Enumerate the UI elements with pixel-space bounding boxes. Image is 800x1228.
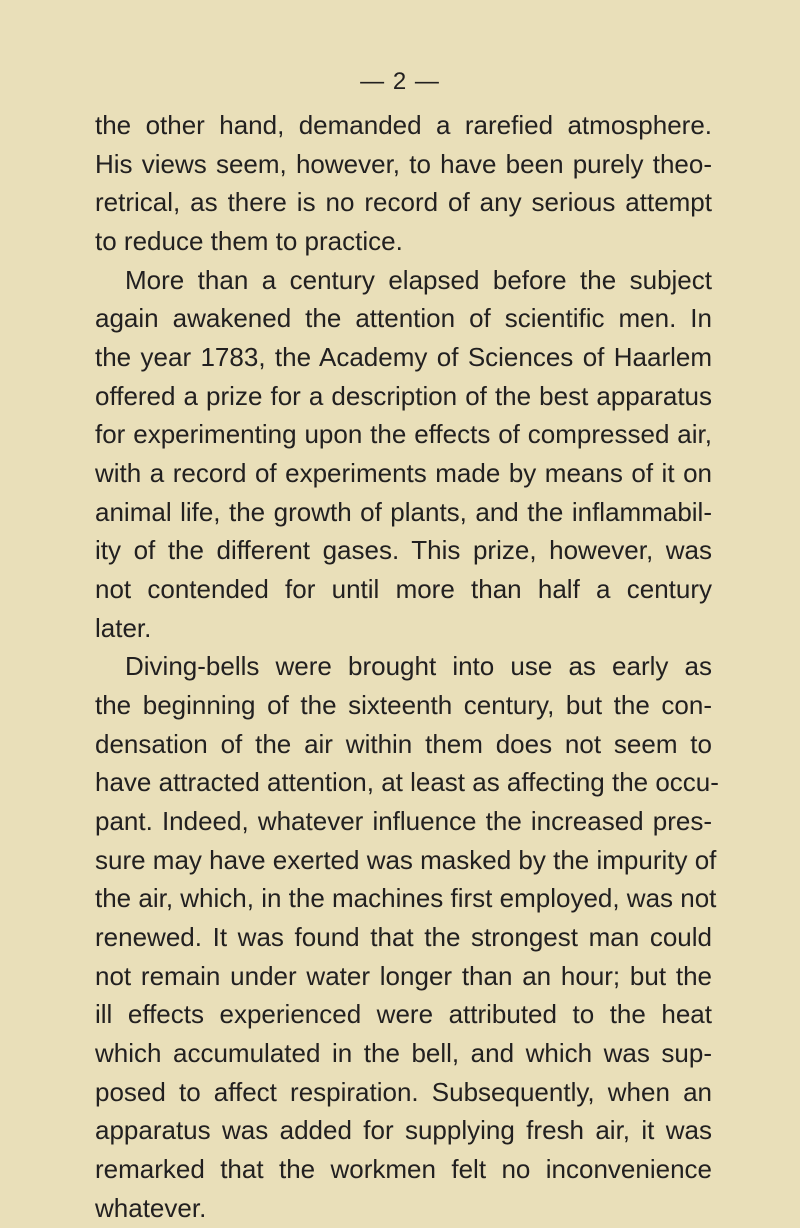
- text-line: renewed. It was found that the strongest man could: [95, 922, 712, 953]
- text-line: animal life, the growth of plants, and the inflammabil-: [95, 496, 712, 527]
- text-line: the air, which, in the machines first employed, was not: [95, 883, 717, 914]
- body-text: [95, 106, 719, 1227]
- text-line: later.: [95, 612, 152, 643]
- text-line: remarked that the workmen felt no inconvenience: [95, 1154, 712, 1185]
- text-line: to reduce them to practice.: [95, 226, 403, 257]
- text-line: have attracted attention, at least as affecting the occu-: [95, 767, 719, 798]
- text-line: densation of the air within them does not seem to: [95, 728, 712, 759]
- text-line: again awakened the attention of scientific men. In: [95, 303, 712, 334]
- text-line: for experimenting upon the effects of compressed air,: [95, 419, 712, 450]
- text-line: ity of the different gases. This prize, however, was: [95, 535, 712, 566]
- text-line: posed to affect respiration. Subsequently, when an: [95, 1076, 712, 1107]
- text-line: not contended for until more than half a century: [95, 574, 712, 605]
- text-line: ill effects experienced were attributed to the heat: [95, 999, 712, 1030]
- text-line: the other hand, demanded a rarefied atmosphere.: [95, 110, 712, 140]
- text-line: whatever.: [95, 1192, 207, 1223]
- text-line: pant. Indeed, whatever influence the increased pres-: [95, 806, 712, 837]
- text-line: which accumulated in the bell, and which was sup-: [95, 1038, 712, 1069]
- text-line: More than a century elapsed before the subject: [125, 264, 712, 295]
- text-line: sure may have exerted was masked by the impurity of: [95, 844, 717, 875]
- text-line: offered a prize for a description of the best apparatus: [95, 380, 712, 411]
- text-line: Diving-bells were brought into use as early as: [125, 651, 712, 682]
- text-line: the beginning of the sixteenth century, but the con-: [95, 690, 712, 721]
- page-number: — 2 —: [360, 68, 440, 95]
- text-line: with a record of experiments made by means of it on: [95, 458, 712, 489]
- text-line: His views seem, however, to have been purely theo-: [95, 148, 712, 179]
- text-line: apparatus was added for supplying fresh air, it was: [95, 1115, 712, 1146]
- text-line: not remain under water longer than an hour; but the: [95, 960, 712, 991]
- text-line: retrical, as there is no record of any serious attempt: [95, 187, 712, 218]
- text-line: the year 1783, the Academy of Sciences of Haarlem: [95, 342, 712, 373]
